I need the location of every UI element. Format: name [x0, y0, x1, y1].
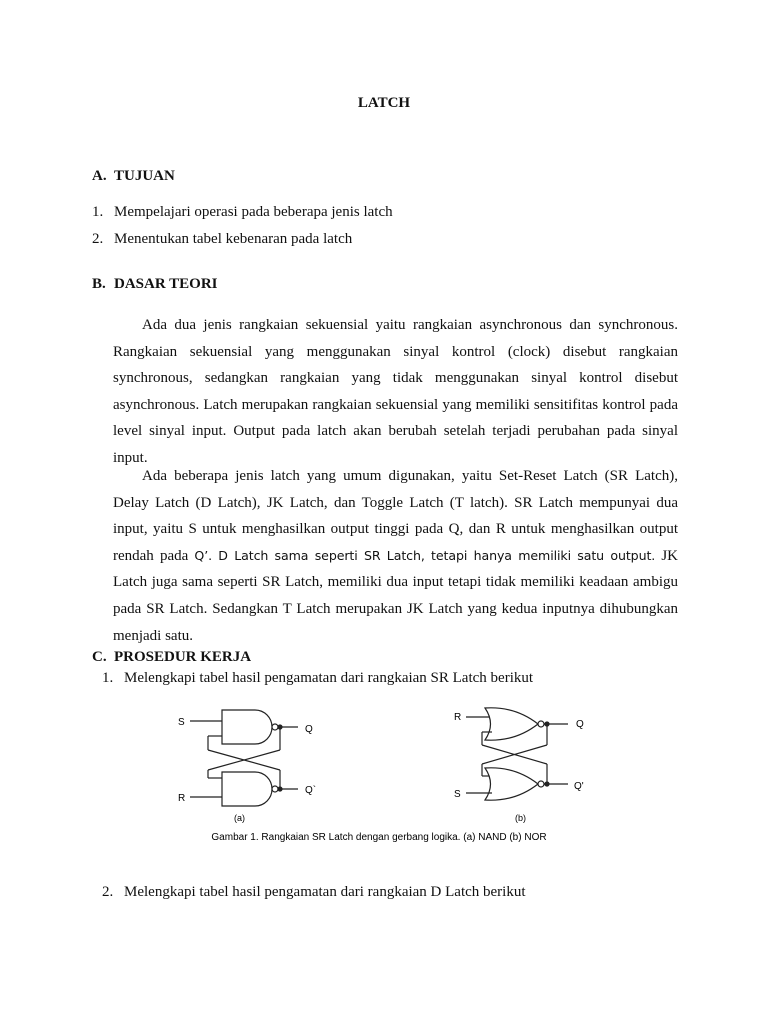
procedure-item-number: 2.	[102, 884, 114, 900]
paragraph-2-part-1: Ada beberapa jenis latch yang umum digunakan, yaitu Set-Reset Latch (SR Latch), Delay Latch (D Latch), JK Latch, dan Toggle Latch (T latch). SR Latch mempunyai dua input, yaitu S untuk menghasilkan output tinggi pada Q, dan R untuk menghasilkan output rendah pada	[113, 468, 678, 564]
nor-input-s: S	[454, 789, 461, 800]
section-c-heading	[92, 649, 251, 666]
paragraph-2	[113, 463, 678, 649]
nand-input-r: R	[178, 793, 186, 804]
nor-output-q-bar: Q'	[574, 781, 584, 792]
nand-label: (a)	[234, 813, 245, 823]
nand-output-q-bar: Q`	[305, 785, 317, 796]
section-c-letter: C.	[92, 649, 107, 665]
section-a-letter: A.	[92, 168, 107, 184]
procedure-item-text: Melengkapi tabel hasil pengamatan dari rangkaian D Latch berikut	[124, 884, 526, 900]
list-item-number: 1.	[92, 204, 104, 220]
list-item-text: Menentukan tabel kebenaran pada latch	[114, 231, 353, 247]
list-item-number: 2.	[92, 231, 104, 247]
section-b-title: DASAR TEORI	[114, 276, 218, 292]
procedure-item	[102, 884, 526, 901]
figure-caption: Gambar 1. Rangkaian SR Latch dengan gerbang logika. (a) NAND (b) NOR	[211, 832, 547, 843]
procedure-item-text: Melengkapi tabel hasil pengamatan dari rangkaian SR Latch berikut	[124, 670, 534, 686]
nand-output-q: Q	[305, 724, 313, 735]
section-c-title: PROSEDUR KERJA	[114, 649, 252, 665]
section-b-heading	[92, 276, 218, 293]
section-b-letter: B.	[92, 276, 106, 292]
list-item-text: Mempelajari operasi pada beberapa jenis latch	[114, 204, 393, 220]
nand-latch	[190, 710, 298, 806]
paragraph-2-part-3: JK Latch juga sama seperti SR Latch, memiliki dua input tetapi tidak memiliki keadaan ambigu pada SR Latch. Sedangkan T Latch merupakan JK Latch yang kedua inputnya dihubungkan menjadi satu.	[113, 547, 679, 644]
page-title: LATCH	[357, 95, 411, 111]
nor-input-r: R	[454, 712, 462, 723]
section-a-title: TUJUAN	[114, 168, 175, 184]
paragraph-1: Ada dua jenis rangkaian sekuensial yaitu rangkaian asynchronous dan synchronous. Rangkaian sekuensial yang menggunakan sinyal kontrol (clock) disebut rangkaian synchronous, sedangkan rangkaian yang tidak menggunakan sinyal kontrol disebut asynchronous. Latch merupakan rangkaian sekuensial yang memiliki sensitifitas kontrol pada level sinyal input. Output pada latch akan berubah setelah terjadi perubahan pada sinyal input.	[113, 317, 678, 466]
procedure-item-number: 1.	[102, 670, 114, 686]
nand-input-s: S	[178, 717, 185, 728]
paragraph-2-part-2: Q’. D Latch sama seperti SR Latch, tetapi hanya memiliki satu output.	[194, 547, 656, 563]
nor-latch	[466, 708, 568, 800]
sr-latch-diagram	[170, 700, 590, 850]
list-item	[92, 231, 352, 248]
list-item	[92, 204, 393, 221]
section-a-heading	[92, 168, 175, 185]
nor-output-q: Q	[576, 719, 584, 730]
nor-label: (b)	[515, 813, 526, 823]
procedure-item	[102, 670, 533, 687]
